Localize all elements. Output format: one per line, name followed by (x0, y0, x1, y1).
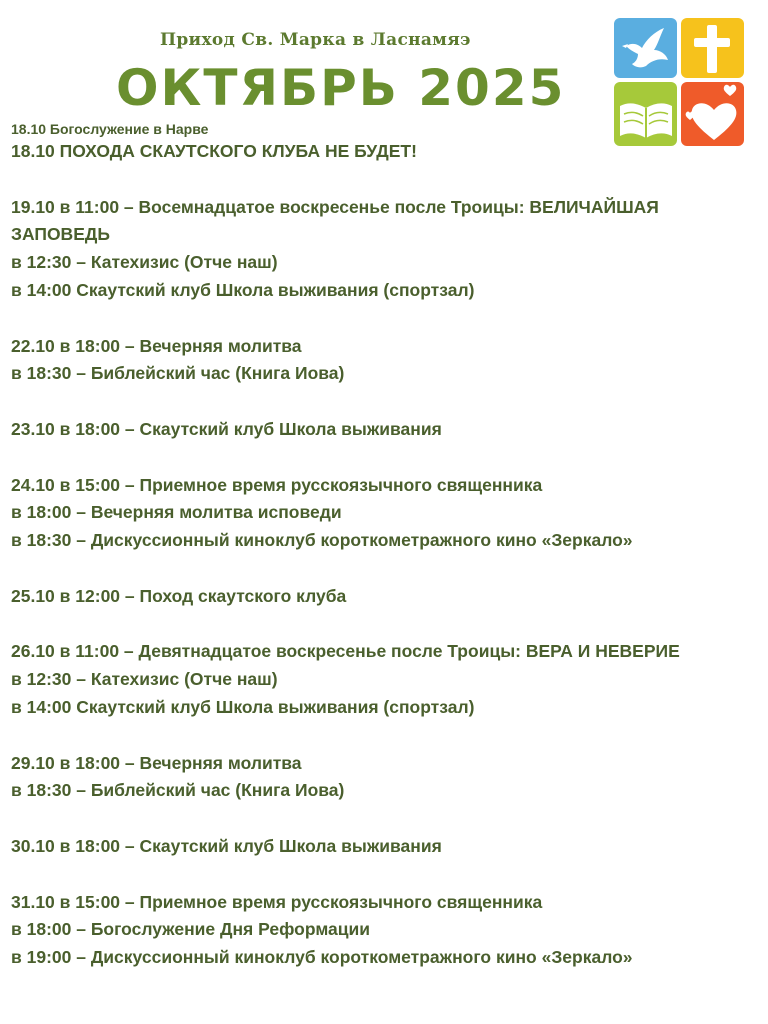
schedule-line: в 14:00 Скаутский клуб Школа выживания (спортзал) (11, 279, 475, 300)
schedule-line: в 14:00 Скаутский клуб Школа выживания (спортзал) (11, 696, 475, 717)
narva-service-note: 18.10 Богослужение в Нарве (11, 121, 209, 137)
schedule-line: 24.10 в 15:00 – Приемное время русскоязычного священника (11, 474, 543, 495)
page-title: ОКТЯБРЬ 2025 (116, 59, 566, 117)
schedule-line: в 18:00 – Вечерняя молитва исповеди (11, 502, 342, 523)
schedule (11, 120, 761, 972)
schedule-line: 23.10 в 18:00 – Скаутский клуб Школа выживания (11, 418, 442, 439)
schedule-line: 25.10 в 12:00 – Поход скаутского клуба (11, 585, 347, 606)
schedule-line: в 18:00 – Богослужение Дня Реформации (11, 919, 371, 940)
schedule-line: в 18:30 – Дискуссионный киноклуб короткометражного кино «Зеркало» (11, 530, 633, 551)
schedule-line: в 19:00 – Дискуссионный киноклуб короткометражного кино «Зеркало» (11, 947, 633, 968)
schedule-line: 26.10 в 11:00 – Девятнадцатое воскресенье после Троицы: ВЕРА И НЕВЕРИЕ (11, 641, 680, 662)
schedule-line: в 18:30 – Библейский час (Книга Иова) (11, 780, 345, 801)
schedule-line: 29.10 в 18:00 – Вечерняя молитва (11, 752, 302, 773)
schedule-line: 22.10 в 18:00 – Вечерняя молитва (11, 335, 302, 356)
schedule-line: в 12:30 – Катехизис (Отче наш) (11, 252, 278, 273)
schedule-line: 19.10 в 11:00 – Восемнадцатое воскресенье после Троицы: ВЕЛИЧАЙШАЯ ЗАПОВЕДЬ (11, 196, 659, 245)
parish-name: Приход Св. Марка в Ласнамяэ (160, 30, 471, 50)
schedule-line: в 18:30 – Библейский час (Книга Иова) (11, 363, 345, 384)
schedule-line: 18.10 ПОХОДА СКАУТСКОГО КЛУБА НЕ БУДЕТ! (11, 141, 417, 161)
schedule-line: в 12:30 – Катехизис (Отче наш) (11, 669, 278, 690)
schedule-line: 30.10 в 18:00 – Скаутский клуб Школа выживания (11, 835, 442, 856)
schedule-line: 31.10 в 15:00 – Приемное время русскоязычного священника (11, 891, 543, 912)
